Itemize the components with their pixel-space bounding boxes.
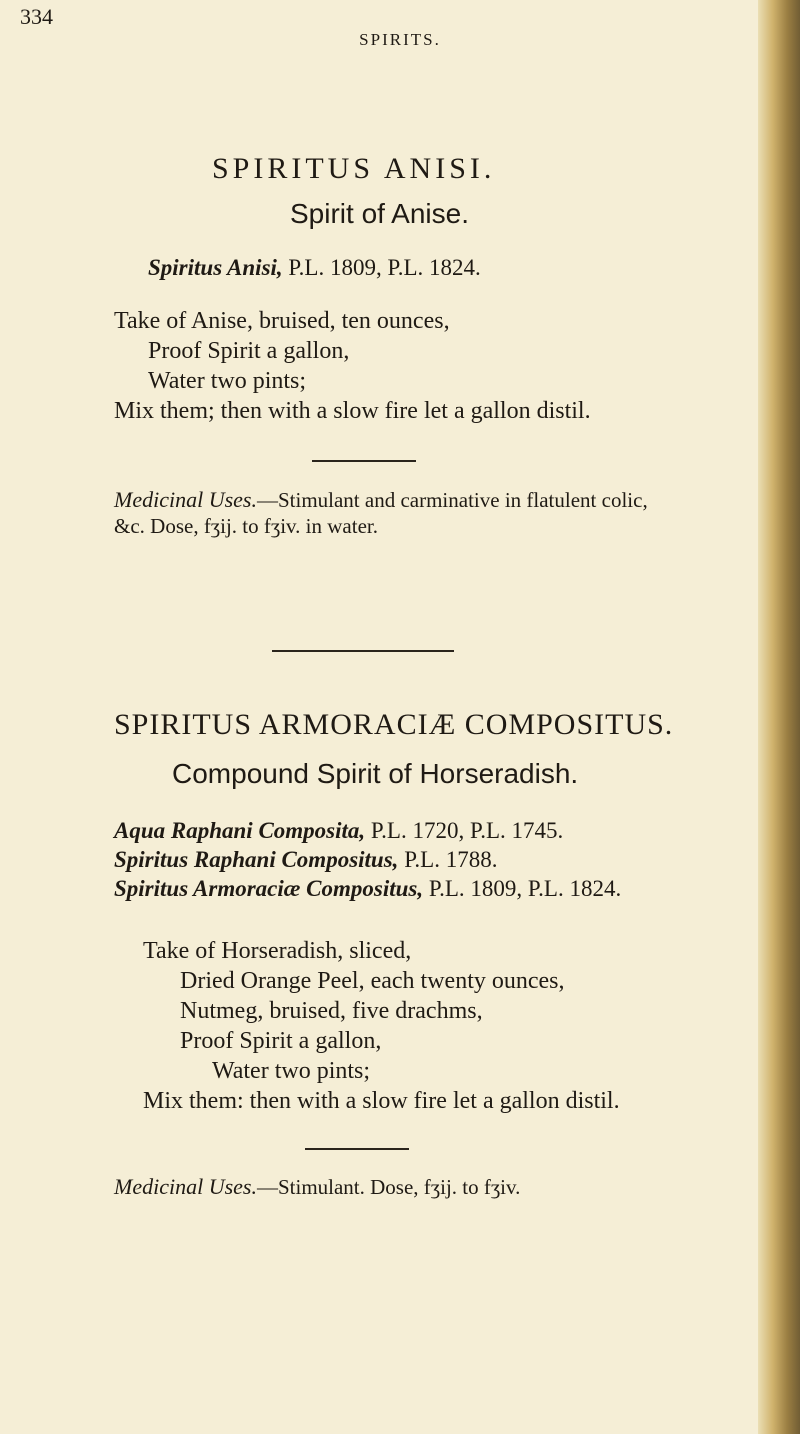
recipe-line: Take of Anise, bruised, ten ounces, <box>114 308 450 334</box>
synonym-line <box>114 876 621 902</box>
synonym-line <box>114 847 497 873</box>
running-head: SPIRITS. <box>359 30 441 49</box>
synonym-line <box>148 255 481 281</box>
section-subtitle-anise: Spirit of Anise. <box>290 198 469 229</box>
recipe-line: Water two pints; <box>212 1058 371 1084</box>
synonym-name: Spiritus Raphani Compositus, <box>114 847 399 872</box>
uses-text: —Stimulant. Dose, fʒij. to fʒiv. <box>256 1175 521 1199</box>
recipe-line: Dried Orange Peel, each twenty ounces, <box>180 968 565 994</box>
recipe-line: Nutmeg, bruised, five drachms, <box>180 998 483 1024</box>
medicinal-uses-note-cont: &c. Dose, fʒij. to fʒiv. in water. <box>114 514 378 538</box>
synonym-refs: P.L. 1809, P.L. 1824. <box>282 255 481 280</box>
synonym-refs: P.L. 1809, P.L. 1824. <box>423 876 622 901</box>
recipe-line: Take of Horseradish, sliced, <box>143 938 412 964</box>
synonym-line <box>114 818 563 844</box>
section-separator-rule <box>272 650 454 652</box>
section-title-horseradish: SPIRITUS ARMORACIÆ COMPOSITUS. <box>114 708 674 741</box>
recipe-line: Water two pints; <box>148 368 307 394</box>
medicinal-uses-note <box>114 486 648 514</box>
divider-rule <box>312 460 416 462</box>
medicinal-uses-note <box>114 1173 520 1201</box>
synonym-name: Spiritus Armoraciæ Compositus, <box>114 876 424 901</box>
recipe-line: Mix them: then with a slow fire let a gallon distil. <box>143 1088 620 1114</box>
recipe-line: Mix them; then with a slow fire let a gallon distil. <box>114 398 591 424</box>
section-subtitle-horseradish: Compound Spirit of Horseradish. <box>172 758 579 789</box>
section-title-anise: SPIRITUS ANISI. <box>212 152 496 185</box>
synonym-name: Spiritus Anisi, <box>148 255 283 280</box>
recipe-line: Proof Spirit a gallon, <box>180 1028 382 1054</box>
recipe-line: Proof Spirit a gallon, <box>148 338 350 364</box>
synonym-refs: P.L. 1720, P.L. 1745. <box>365 818 564 843</box>
page-number: 334 <box>20 4 53 29</box>
uses-label: Medicinal Uses. <box>114 487 257 512</box>
divider-rule <box>305 1148 409 1150</box>
page-edge-binding <box>758 0 800 1434</box>
uses-label: Medicinal Uses. <box>114 1174 257 1199</box>
synonym-name: Aqua Raphani Composita, <box>114 818 366 843</box>
synonym-refs: P.L. 1788. <box>398 847 498 872</box>
uses-text: —Stimulant and carminative in flatulent colic, <box>256 488 648 512</box>
